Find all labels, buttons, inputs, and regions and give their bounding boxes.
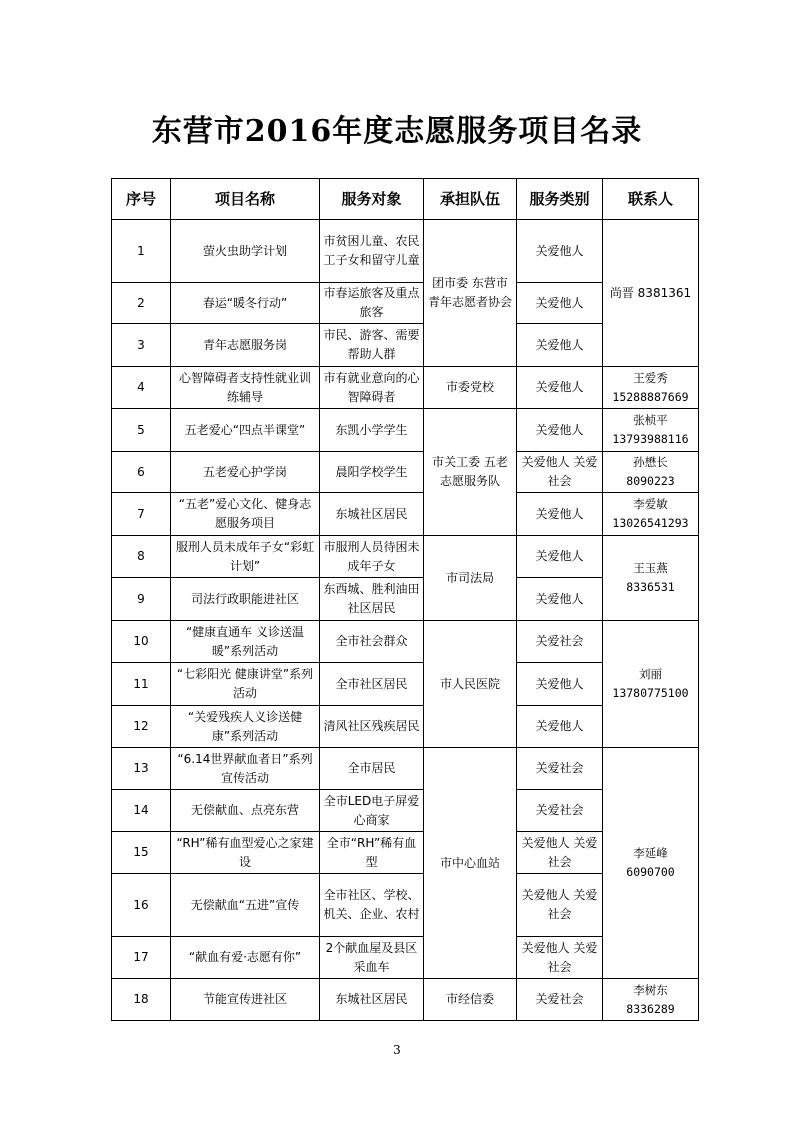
header-cell: 项目名称	[171, 179, 320, 220]
contact: 王玉燕 8336531	[603, 536, 699, 621]
table-row	[112, 493, 699, 536]
project-name: 春运“暖冬行动”	[171, 283, 320, 324]
row-number: 4	[112, 367, 171, 409]
table-row	[112, 409, 699, 452]
row-number: 15	[112, 832, 171, 874]
contact: 李爱敏 13026541293	[603, 493, 699, 536]
service-category: 关爱他人	[517, 220, 603, 283]
service-target: 市民、游客、需要帮助人群	[320, 324, 424, 367]
table-row	[112, 979, 699, 1021]
row-number: 13	[112, 748, 171, 790]
project-name: 节能宣传进社区	[171, 979, 320, 1021]
table-row	[112, 452, 699, 493]
service-target: 全市LED电子屏爱心商家	[320, 790, 424, 832]
contact: 李树东 8336289	[603, 979, 699, 1021]
project-name: “关爱残疾人义诊送健康”系列活动	[171, 706, 320, 748]
service-category: 关爱他人 关爱社会	[517, 832, 603, 874]
project-name: 司法行政职能进社区	[171, 578, 320, 621]
service-category: 关爱他人	[517, 578, 603, 621]
service-target: 东西城、胜利油田社区居民	[320, 578, 424, 621]
service-target: 市春运旅客及重点旅客	[320, 283, 424, 324]
project-name: “七彩阳光 健康讲堂”系列活动	[171, 663, 320, 706]
row-number: 6	[112, 452, 171, 493]
service-category: 关爱他人	[517, 706, 603, 748]
team: 市中心血站	[424, 748, 517, 979]
row-number: 16	[112, 874, 171, 937]
row-number: 9	[112, 578, 171, 621]
service-target: 全市“RH”稀有血型	[320, 832, 424, 874]
contact: 王爱秀 15288887669	[603, 367, 699, 409]
service-category: 关爱社会	[517, 979, 603, 1021]
table-header-row	[112, 179, 699, 220]
service-category: 关爱他人	[517, 409, 603, 452]
header-cell: 承担队伍	[424, 179, 517, 220]
service-target: 东凯小学学生	[320, 409, 424, 452]
project-name: 五老爱心“四点半课堂”	[171, 409, 320, 452]
team: 市委党校	[424, 367, 517, 409]
service-category: 关爱他人	[517, 367, 603, 409]
volunteer-project-table	[111, 178, 699, 1021]
row-number: 18	[112, 979, 171, 1021]
project-name: 无偿献血“五进”宣传	[171, 874, 320, 937]
row-number: 7	[112, 493, 171, 536]
service-target: 市有就业意向的心智障碍者	[320, 367, 424, 409]
table-row	[112, 367, 699, 409]
project-name: 无偿献血、点亮东营	[171, 790, 320, 832]
table-row	[112, 621, 699, 663]
service-category: 关爱他人	[517, 663, 603, 706]
contact: 刘丽 13780775100	[603, 621, 699, 748]
service-target: 东城社区居民	[320, 979, 424, 1021]
service-category: 关爱社会	[517, 621, 603, 663]
team: 市经信委	[424, 979, 517, 1021]
header-cell: 服务对象	[320, 179, 424, 220]
service-category: 关爱他人 关爱社会	[517, 452, 603, 493]
service-target: 市贫困儿童、农民工子女和留守儿童	[320, 220, 424, 283]
project-name: “RH”稀有血型爱心之家建设	[171, 832, 320, 874]
contact: 李延峰 6090700	[603, 748, 699, 979]
row-number: 5	[112, 409, 171, 452]
service-target: 东城社区居民	[320, 493, 424, 536]
service-target: 全市社会群众	[320, 621, 424, 663]
team: 市关工委 五老志愿服务队	[424, 409, 517, 536]
service-category: 关爱社会	[517, 748, 603, 790]
service-category: 关爱他人	[517, 283, 603, 324]
service-target: 全市社区居民	[320, 663, 424, 706]
project-name: 服刑人员未成年子女“彩虹计划”	[171, 536, 320, 578]
contact: 尚晋 8381361	[603, 220, 699, 367]
service-target: 晨阳学校学生	[320, 452, 424, 493]
service-category: 关爱社会	[517, 790, 603, 832]
table-row	[112, 536, 699, 578]
service-category: 关爱他人	[517, 536, 603, 578]
project-name: “五老”爱心文化、健身志愿服务项目	[171, 493, 320, 536]
contact: 张桢平 13793988116	[603, 409, 699, 452]
project-name: “健康直通车 义诊送温暖”系列活动	[171, 621, 320, 663]
row-number: 3	[112, 324, 171, 367]
header-cell: 服务类别	[517, 179, 603, 220]
service-target: 全市社区、学校、机关、企业、农村	[320, 874, 424, 937]
row-number: 11	[112, 663, 171, 706]
document-title: 东营市2016年度志愿服务项目名录	[151, 114, 643, 149]
project-name: 心智障碍者支持性就业训练辅导	[171, 367, 320, 409]
project-name: “献血有爱·志愿有你”	[171, 937, 320, 979]
service-target: 市服刑人员待困未成年子女	[320, 536, 424, 578]
table-row	[112, 748, 699, 790]
row-number: 14	[112, 790, 171, 832]
project-name: 萤火虫助学计划	[171, 220, 320, 283]
row-number: 8	[112, 536, 171, 578]
row-number: 1	[112, 220, 171, 283]
team: 市人民医院	[424, 621, 517, 748]
row-number: 10	[112, 621, 171, 663]
row-number: 2	[112, 283, 171, 324]
project-name: “6.14世界献血者日”系列宣传活动	[171, 748, 320, 790]
team: 市司法局	[424, 536, 517, 621]
header-cell: 序号	[112, 179, 171, 220]
page-number: 3	[393, 1043, 401, 1057]
team: 团市委 东营市青年志愿者协会	[424, 220, 517, 367]
service-category: 关爱他人	[517, 493, 603, 536]
service-category: 关爱他人	[517, 324, 603, 367]
service-target: 清风社区残疾居民	[320, 706, 424, 748]
table-row	[112, 220, 699, 283]
project-name: 青年志愿服务岗	[171, 324, 320, 367]
service-category: 关爱他人 关爱社会	[517, 937, 603, 979]
service-target: 2个献血屋及县区采血车	[320, 937, 424, 979]
project-name: 五老爱心护学岗	[171, 452, 320, 493]
row-number: 12	[112, 706, 171, 748]
row-number: 17	[112, 937, 171, 979]
header-cell: 联系人	[603, 179, 699, 220]
service-category: 关爱他人 关爱社会	[517, 874, 603, 937]
service-target: 全市居民	[320, 748, 424, 790]
contact: 孙懋长 8090223	[603, 452, 699, 493]
